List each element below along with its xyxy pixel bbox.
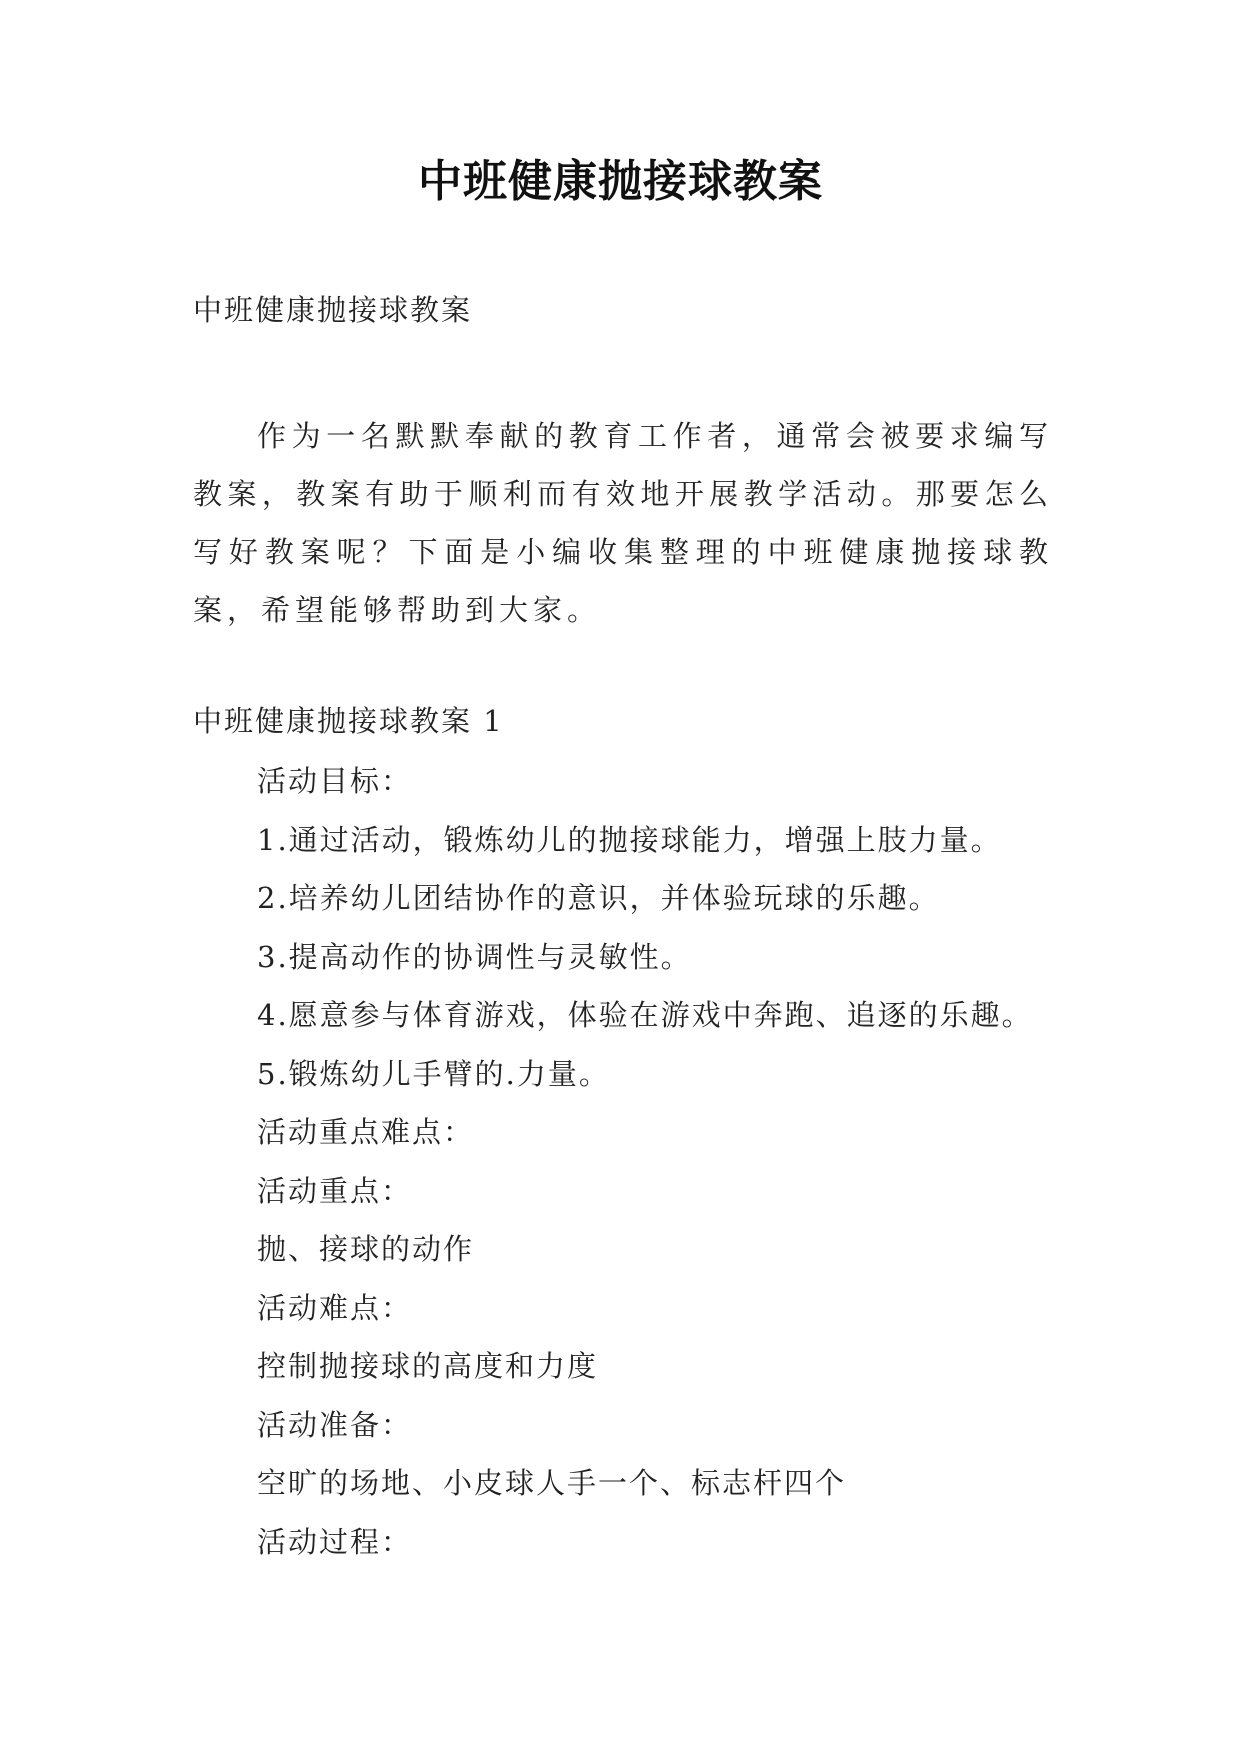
document-title: 中班健康抛接球教案 <box>418 156 823 207</box>
section-title: 中班健康抛接球教案 1 <box>193 704 504 738</box>
content-line: 活动目标： <box>257 764 413 798</box>
content-line: 4.愿意参与体育游戏，体验在游戏中奔跑、追逐的乐趣。 <box>257 998 1033 1032</box>
content-line: 控制抛接球的高度和力度 <box>257 1349 599 1383</box>
content-line: 活动重点难点： <box>257 1115 475 1149</box>
content-line: 活动过程： <box>257 1524 413 1559</box>
content-line: 2.培养幼儿团结协作的意识，并体验玩球的乐趣。 <box>257 881 940 915</box>
lesson-content <box>257 752 1157 1571</box>
content-line: 活动准备： <box>257 1407 413 1442</box>
content-line: 5.锻炼幼儿手臂的.力量。 <box>257 1056 610 1091</box>
content-line: 抛、接球的动作 <box>257 1232 475 1266</box>
document-subtitle: 中班健康抛接球教案 <box>193 293 473 327</box>
content-line: 空旷的场地、小皮球人手一个、标志杆四个 <box>257 1466 847 1500</box>
content-line: 活动难点： <box>257 1290 413 1325</box>
content-line: 1.通过活动，锻炼幼儿的抛接球能力，增强上肢力量。 <box>257 822 1002 857</box>
intro-paragraph: 作为一名默默奉献的教育工作者，通常会被要求编写教案，教案有助于顺利而有效地开展教学活动。那要怎么写好教案呢？下面是小编收集整理的中班健康抛接球教案，希望能够帮助到大家。 <box>193 419 1053 627</box>
content-line: 3.提高动作的协调性与灵敏性。 <box>257 939 692 974</box>
content-line: 活动重点： <box>257 1173 413 1208</box>
